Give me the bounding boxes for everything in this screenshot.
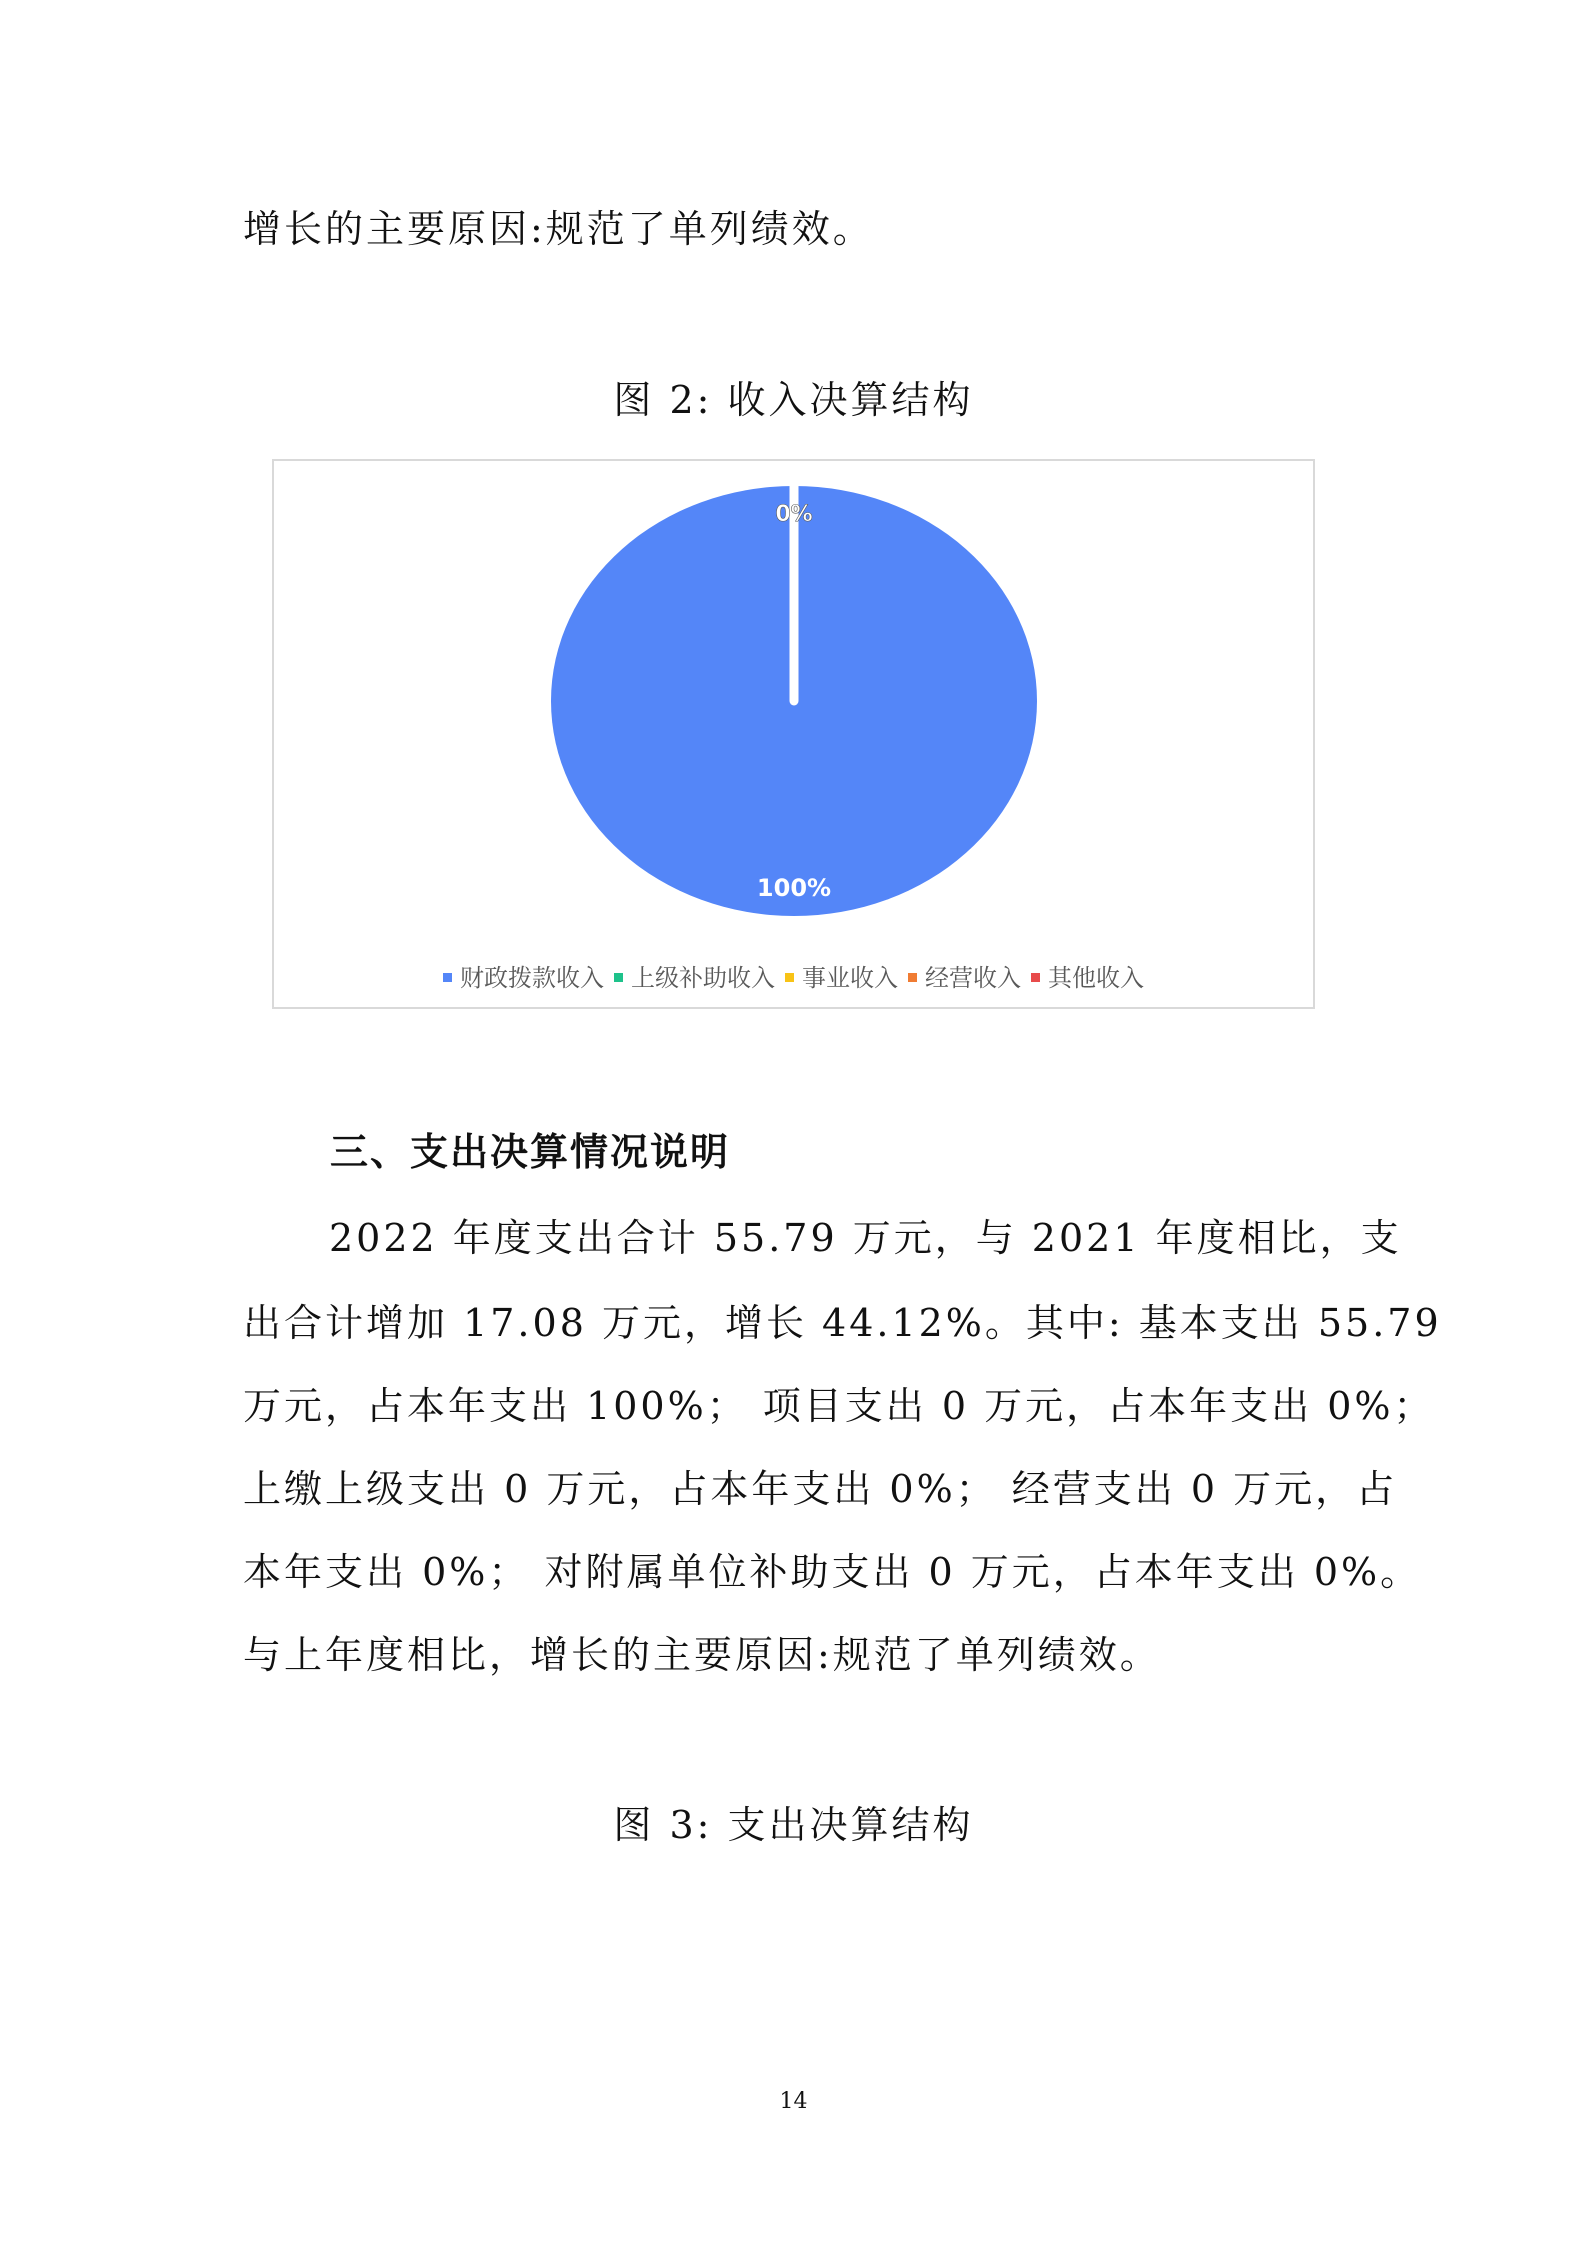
legend-swatch-3 xyxy=(785,973,794,982)
legend-label-3: 事业收入 xyxy=(802,964,898,992)
pie-chart-svg xyxy=(274,461,1313,1007)
section-3-line-3: 万元，占本年支出 100%； 项目支出 0 万元，占本年支出 0%； xyxy=(243,1384,1435,1428)
legend-item-3 xyxy=(785,958,898,993)
section-3-line-2: 出合计增加 17.08 万元，增长 44.12%。其中: 基本支出 55.79 xyxy=(243,1301,1442,1345)
figure-3-caption: 图 3: 支出决算结构 xyxy=(613,1803,974,1847)
legend-swatch-1 xyxy=(443,973,452,982)
legend-item-1 xyxy=(443,958,604,993)
legend-swatch-4 xyxy=(908,973,917,982)
data-label-0: 0% xyxy=(775,502,813,527)
data-label-100: 100% xyxy=(756,874,832,902)
legend-label-4: 经营收入 xyxy=(925,964,1021,992)
legend-label-1: 财政拨款收入 xyxy=(460,964,604,992)
legend-swatch-5 xyxy=(1031,973,1040,982)
page-number: 14 xyxy=(779,2089,808,2114)
figure-2-caption: 图 2: 收入决算结构 xyxy=(613,378,974,422)
legend-item-2 xyxy=(614,958,775,993)
section-3-line-6: 与上年度相比，增长的主要原因:规范了单列绩效。 xyxy=(243,1633,1161,1677)
section-3-line-1: 2022 年度支出合计 55.79 万元，与 2021 年度相比，支 xyxy=(329,1216,1402,1260)
carryover-paragraph-line: 增长的主要原因:规范了单列绩效。 xyxy=(243,207,874,251)
legend-label-5: 其他收入 xyxy=(1048,964,1144,992)
legend-item-4 xyxy=(908,958,1021,993)
legend-item-5 xyxy=(1031,958,1144,993)
income-structure-chart xyxy=(272,459,1315,1009)
chart-legend xyxy=(274,958,1313,993)
section-3-line-4: 上缴上级支出 0 万元，占本年支出 0%； 经营支出 0 万元，占 xyxy=(243,1467,1398,1511)
legend-swatch-2 xyxy=(614,973,623,982)
section-3-heading: 三、支出决算情况说明 xyxy=(330,1130,731,1174)
legend-label-2: 上级补助收入 xyxy=(631,964,775,992)
section-3-line-5: 本年支出 0%； 对附属单位补助支出 0 万元，占本年支出 0%。 xyxy=(243,1550,1422,1594)
